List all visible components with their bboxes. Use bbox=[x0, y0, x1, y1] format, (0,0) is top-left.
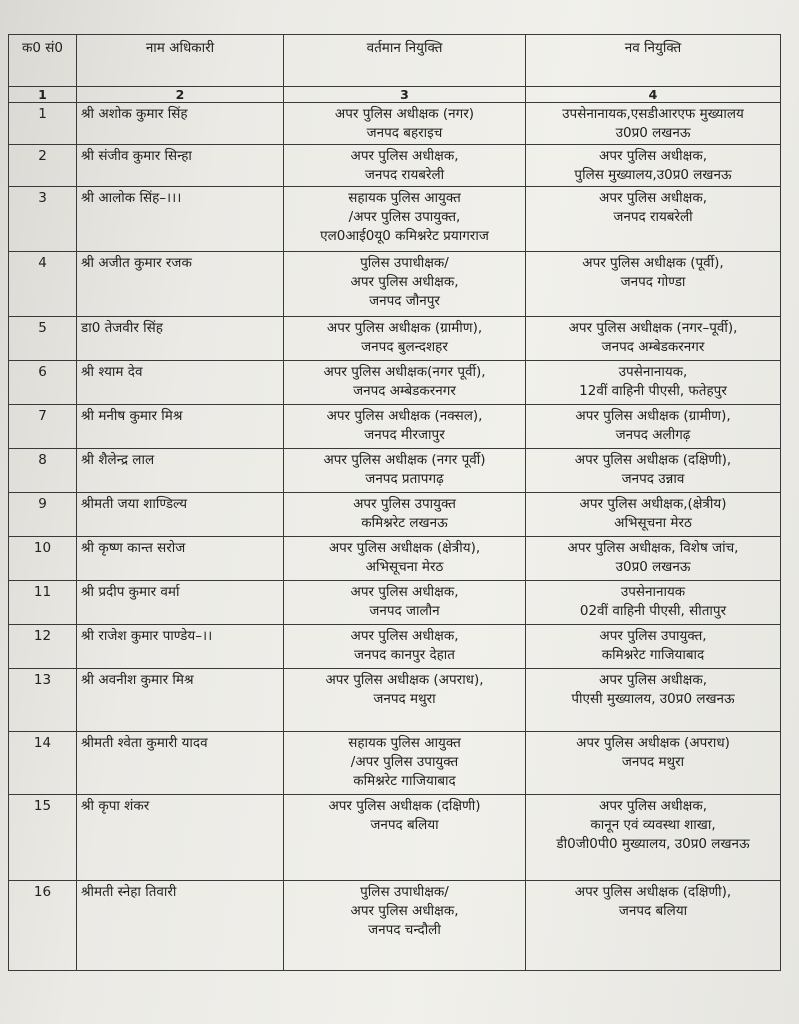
new-posting-line: जनपद बलिया bbox=[618, 903, 688, 919]
current-posting-line: जनपद चन्दौली bbox=[368, 922, 441, 938]
current-posting-line: पुलिस उपाधीक्षक/ bbox=[360, 255, 449, 271]
current-posting bbox=[284, 361, 526, 405]
current-posting-line: /अपर पुलिस उपायुक्त, bbox=[348, 209, 461, 225]
current-posting-line: अपर पुलिस अधीक्षक (क्षेत्रीय), bbox=[328, 540, 481, 556]
new-posting bbox=[526, 669, 781, 732]
new-posting bbox=[526, 405, 781, 449]
current-posting-line: जनपद बुलन्दशहर bbox=[361, 339, 448, 355]
table-row bbox=[9, 581, 781, 625]
current-posting bbox=[284, 103, 526, 145]
new-posting-line: उपसेनानायक bbox=[620, 584, 686, 600]
table-row bbox=[9, 317, 781, 361]
new-posting-line: अपर पुलिस अधीक्षक, bbox=[599, 148, 707, 164]
table-row bbox=[9, 252, 781, 317]
officer-name: श्री अशोक कुमार सिंह bbox=[77, 103, 284, 145]
new-posting-line: अपर पुलिस अधीक्षक,(क्षेत्रीय) bbox=[579, 496, 727, 512]
officer-name: श्री श्याम देव bbox=[77, 361, 284, 405]
new-posting-line: जनपद मथुरा bbox=[621, 754, 685, 770]
officer-name: श्री प्रदीप कुमार वर्मा bbox=[77, 581, 284, 625]
new-posting-line: अपर पुलिस अधीक्षक, bbox=[599, 190, 707, 206]
current-posting-line: अभिसूचना मेरठ bbox=[365, 559, 444, 575]
current-posting-line: अपर पुलिस अधीक्षक(नगर पूर्वी), bbox=[323, 364, 486, 380]
table-body bbox=[9, 103, 781, 971]
current-posting-line: अपर पुलिस अधीक्षक (नगर) bbox=[334, 106, 475, 122]
new-posting-line: पीएसी मुख्यालय, उ0प्र0 लखनऊ bbox=[571, 691, 735, 707]
current-posting-line: कमिश्नरेट लखनऊ bbox=[361, 515, 448, 531]
current-posting-line: अपर पुलिस अधीक्षक (नगर पूर्वी) bbox=[323, 452, 486, 468]
officer-name: श्री अजीत कुमार रजक bbox=[77, 252, 284, 317]
current-posting-line: जनपद बहराइच bbox=[366, 125, 443, 141]
new-posting-line: जनपद अलीगढ़ bbox=[615, 427, 691, 443]
new-posting-line: अभिसूचना मेरठ bbox=[614, 515, 692, 531]
current-posting bbox=[284, 493, 526, 537]
serial-number: 2 bbox=[9, 145, 77, 187]
table-row bbox=[9, 103, 781, 145]
current-posting-line: पुलिस उपाधीक्षक/ bbox=[360, 884, 449, 900]
new-posting bbox=[526, 252, 781, 317]
table-row bbox=[9, 405, 781, 449]
current-posting-line: सहायक पुलिस आयुक्त bbox=[348, 190, 461, 206]
current-posting-line: अपर पुलिस अधीक्षक (ग्रामीण), bbox=[326, 320, 483, 336]
officer-name: श्री कृपा शंकर bbox=[77, 795, 284, 881]
new-posting bbox=[526, 493, 781, 537]
serial-number: 15 bbox=[9, 795, 77, 881]
current-posting bbox=[284, 581, 526, 625]
new-posting bbox=[526, 732, 781, 795]
current-posting-line: कमिश्नरेट गाजियाबाद bbox=[353, 773, 456, 789]
serial-number: 8 bbox=[9, 449, 77, 493]
serial-number: 7 bbox=[9, 405, 77, 449]
officer-name: श्रीमती स्नेहा तिवारी bbox=[77, 881, 284, 971]
officer-name: श्री संजीव कुमार सिन्हा bbox=[77, 145, 284, 187]
new-posting bbox=[526, 881, 781, 971]
header-row bbox=[9, 35, 781, 87]
current-posting-line: जनपद बलिया bbox=[370, 817, 439, 833]
new-posting-line: डी0जी0पी0 मुख्यालय, उ0प्र0 लखनऊ bbox=[556, 836, 750, 852]
serial-number: 9 bbox=[9, 493, 77, 537]
new-posting bbox=[526, 103, 781, 145]
current-posting-line: जनपद रायबरेली bbox=[364, 167, 445, 183]
new-posting-line: 12वीं वाहिनी पीएसी, फतेहपुर bbox=[579, 383, 727, 399]
table-row bbox=[9, 669, 781, 732]
table-row bbox=[9, 145, 781, 187]
officer-name: श्री अवनीश कुमार मिश्र bbox=[77, 669, 284, 732]
current-posting-line: अपर पुलिस अधीक्षक, bbox=[350, 903, 459, 919]
current-posting-line: जनपद जौनपुर bbox=[369, 293, 440, 309]
new-posting-line: पुलिस मुख्यालय,उ0प्र0 लखनऊ bbox=[574, 167, 732, 183]
current-posting bbox=[284, 252, 526, 317]
new-posting bbox=[526, 625, 781, 669]
current-posting bbox=[284, 449, 526, 493]
column-number: 4 bbox=[526, 87, 781, 103]
table-row bbox=[9, 795, 781, 881]
table-row bbox=[9, 449, 781, 493]
new-posting-line: उपसेनानायक,एसडीआरएफ मुख्यालय bbox=[562, 106, 744, 122]
serial-number: 6 bbox=[9, 361, 77, 405]
header-new: नव नियुक्ति bbox=[526, 35, 781, 87]
current-posting bbox=[284, 537, 526, 581]
new-posting-line: जनपद अम्बेडकरनगर bbox=[601, 339, 705, 355]
new-posting bbox=[526, 581, 781, 625]
new-posting-line: कमिश्नरेट गाजियाबाद bbox=[601, 647, 705, 663]
table-row bbox=[9, 493, 781, 537]
new-posting-line: अपर पुलिस अधीक्षक (दक्षिणी), bbox=[574, 452, 732, 468]
current-posting bbox=[284, 405, 526, 449]
new-posting bbox=[526, 795, 781, 881]
new-posting-line: उ0प्र0 लखनऊ bbox=[615, 559, 691, 575]
header-serial: क0 सं0 bbox=[9, 35, 77, 87]
current-posting-line: जनपद मथुरा bbox=[373, 691, 436, 707]
new-posting bbox=[526, 317, 781, 361]
serial-number: 12 bbox=[9, 625, 77, 669]
current-posting-line: अपर पुलिस अधीक्षक, bbox=[350, 274, 459, 290]
officer-name: श्री मनीष कुमार मिश्र bbox=[77, 405, 284, 449]
current-posting-line: सहायक पुलिस आयुक्त bbox=[348, 735, 461, 751]
new-posting-line: अपर पुलिस अधीक्षक (दक्षिणी), bbox=[574, 884, 732, 900]
officer-name: श्रीमती जया शाण्डिल्य bbox=[77, 493, 284, 537]
current-posting-line: /अपर पुलिस उपायुक्त bbox=[350, 754, 459, 770]
new-posting bbox=[526, 187, 781, 252]
table-row bbox=[9, 881, 781, 971]
current-posting-line: जनपद मीरजापुर bbox=[364, 427, 445, 443]
table-row bbox=[9, 187, 781, 252]
current-posting-line: अपर पुलिस अधीक्षक (अपराध), bbox=[325, 672, 484, 688]
serial-number: 5 bbox=[9, 317, 77, 361]
officer-name: श्री कृष्ण कान्त सरोज bbox=[77, 537, 284, 581]
current-posting-line: अपर पुलिस उपायुक्त bbox=[353, 496, 456, 512]
header-name: नाम अधिकारी bbox=[77, 35, 284, 87]
officer-name: श्री राजेश कुमार पाण्डेय–।। bbox=[77, 625, 284, 669]
new-posting-line: अपर पुलिस अधीक्षक (नगर–पूर्वी), bbox=[568, 320, 738, 336]
transfer-table bbox=[8, 34, 781, 971]
current-posting bbox=[284, 669, 526, 732]
new-posting-line: जनपद गोण्डा bbox=[620, 274, 686, 290]
serial-number: 1 bbox=[9, 103, 77, 145]
new-posting bbox=[526, 449, 781, 493]
serial-number: 3 bbox=[9, 187, 77, 252]
new-posting-line: उ0प्र0 लखनऊ bbox=[615, 125, 691, 141]
new-posting-line: अपर पुलिस अधीक्षक, bbox=[599, 672, 707, 688]
table-row bbox=[9, 732, 781, 795]
new-posting-line: अपर पुलिस अधीक्षक (पूर्वी), bbox=[582, 255, 724, 271]
new-posting-line: जनपद रायबरेली bbox=[613, 209, 693, 225]
table-row bbox=[9, 625, 781, 669]
officer-name: डा0 तेजवीर सिंह bbox=[77, 317, 284, 361]
serial-number: 11 bbox=[9, 581, 77, 625]
serial-number: 10 bbox=[9, 537, 77, 581]
current-posting-line: अपर पुलिस अधीक्षक, bbox=[350, 584, 459, 600]
current-posting bbox=[284, 732, 526, 795]
current-posting-line: जनपद जालौन bbox=[369, 603, 440, 619]
current-posting-line: अपर पुलिस अधीक्षक, bbox=[350, 628, 459, 644]
current-posting-line: अपर पुलिस अधीक्षक, bbox=[350, 148, 459, 164]
new-posting bbox=[526, 145, 781, 187]
current-posting-line: अपर पुलिस अधीक्षक (नक्सल), bbox=[326, 408, 483, 424]
column-number-row bbox=[9, 87, 781, 103]
officer-name: श्री शैलेन्द्र लाल bbox=[77, 449, 284, 493]
serial-number: 13 bbox=[9, 669, 77, 732]
current-posting-line: अपर पुलिस अधीक्षक (दक्षिणी) bbox=[328, 798, 481, 814]
current-posting bbox=[284, 145, 526, 187]
new-posting-line: 02वीं वाहिनी पीएसी, सीतापुर bbox=[579, 603, 727, 619]
serial-number: 14 bbox=[9, 732, 77, 795]
current-posting bbox=[284, 625, 526, 669]
officer-name: श्री आलोक सिंह–।।। bbox=[77, 187, 284, 252]
current-posting-line: जनपद कानपुर देहात bbox=[353, 647, 455, 663]
serial-number: 16 bbox=[9, 881, 77, 971]
current-posting bbox=[284, 317, 526, 361]
column-number: 3 bbox=[284, 87, 526, 103]
current-posting bbox=[284, 795, 526, 881]
header-current: वर्तमान नियुक्ति bbox=[284, 35, 526, 87]
new-posting bbox=[526, 361, 781, 405]
column-number: 1 bbox=[9, 87, 77, 103]
current-posting-line: जनपद अम्बेडकरनगर bbox=[353, 383, 456, 399]
current-posting bbox=[284, 881, 526, 971]
new-posting-line: अपर पुलिस उपायुक्त, bbox=[599, 628, 707, 644]
officer-name: श्रीमती श्वेता कुमारी यादव bbox=[77, 732, 284, 795]
new-posting-line: अपर पुलिस अधीक्षक, विशेष जांच, bbox=[567, 540, 739, 556]
new-posting-line: जनपद उन्नाव bbox=[621, 471, 685, 487]
table-row bbox=[9, 361, 781, 405]
serial-number: 4 bbox=[9, 252, 77, 317]
new-posting-line: कानून एवं व्यवस्था शाखा, bbox=[590, 817, 716, 833]
current-posting bbox=[284, 187, 526, 252]
new-posting bbox=[526, 537, 781, 581]
current-posting-line: जनपद प्रतापगढ़ bbox=[365, 471, 444, 487]
new-posting-line: अपर पुलिस अधीक्षक (अपराध) bbox=[576, 735, 730, 751]
current-posting-line: एल0आई0यू0 कमिश्नरेट प्रयागराज bbox=[320, 228, 489, 244]
column-number: 2 bbox=[77, 87, 284, 103]
table-row bbox=[9, 537, 781, 581]
new-posting-line: उपसेनानायक, bbox=[618, 364, 688, 380]
new-posting-line: अपर पुलिस अधीक्षक (ग्रामीण), bbox=[575, 408, 731, 424]
new-posting-line: अपर पुलिस अधीक्षक, bbox=[599, 798, 707, 814]
